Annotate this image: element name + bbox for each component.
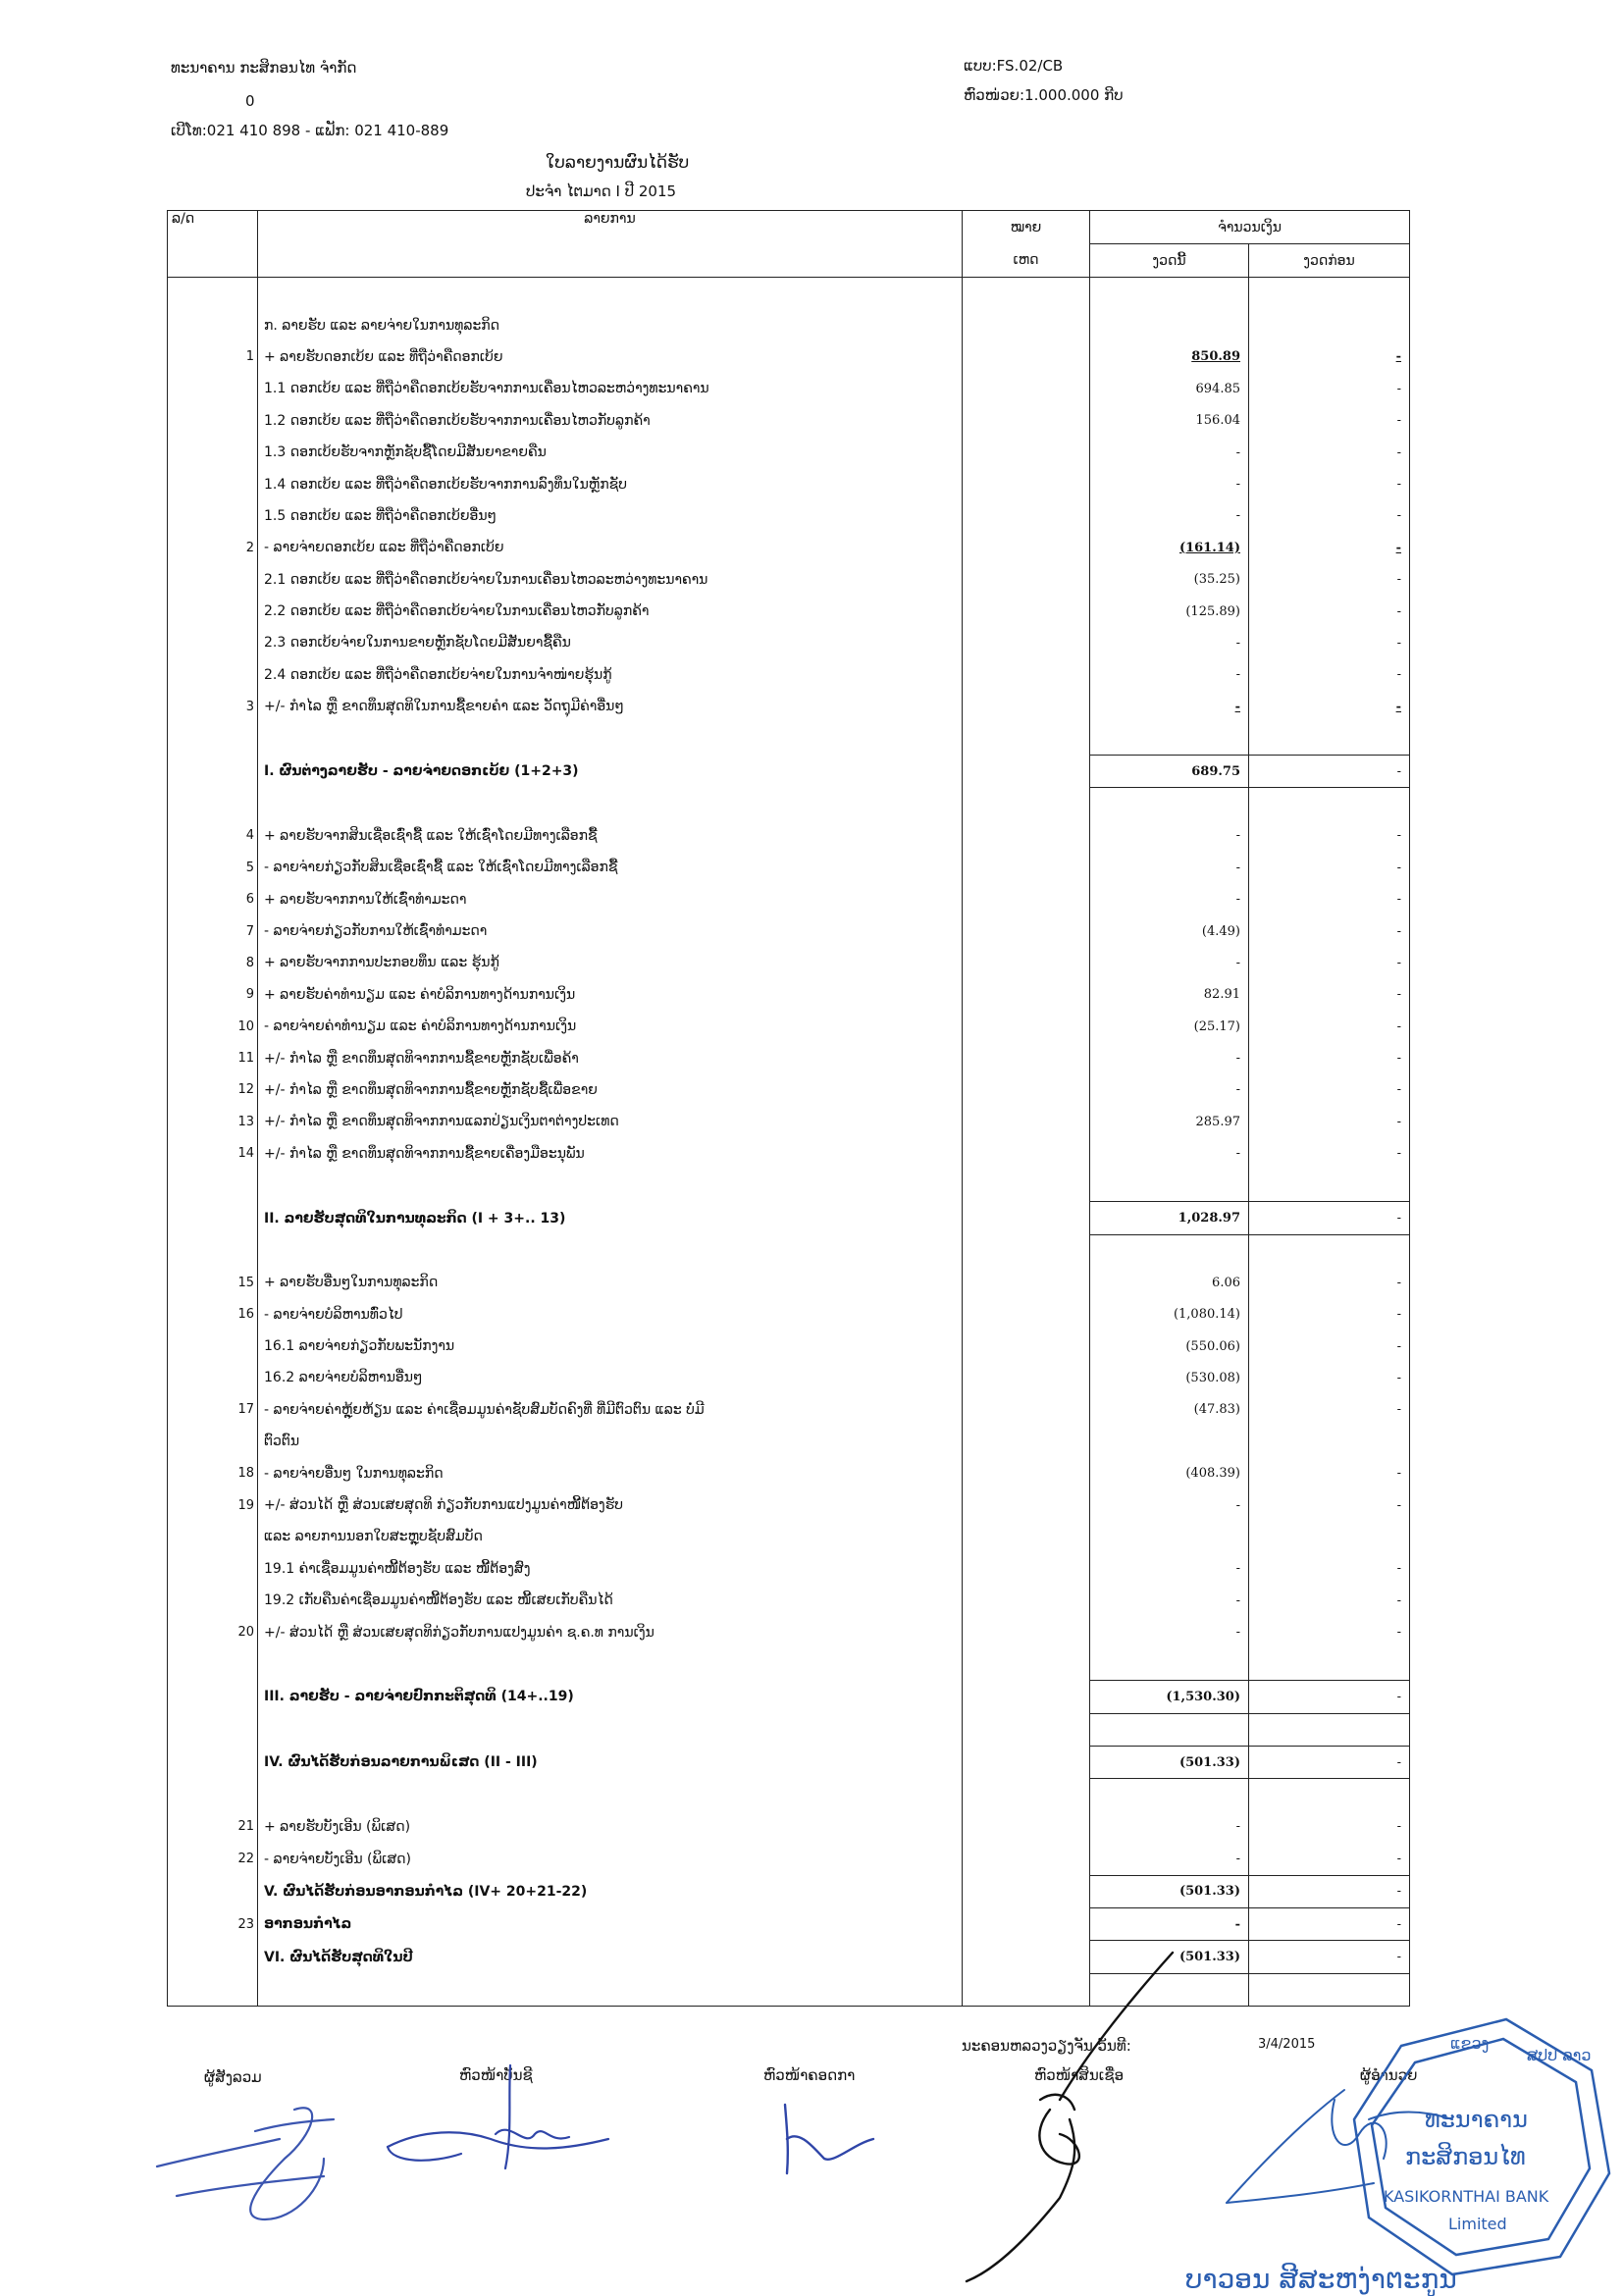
row-current-amount: - xyxy=(1090,1042,1249,1073)
row-current-amount: 850.89 xyxy=(1090,341,1249,373)
row-description: III. ລາຍຮັບ - ລາຍຈ່າຍປົກກະຕິສຸດທິ (14+..19) xyxy=(258,1681,963,1713)
row-description: + ລາຍຮັບອື່ນໆໃນການທຸລະກິດ xyxy=(258,1267,963,1298)
row-current-amount: (501.33) xyxy=(1090,1941,1249,1973)
row-description: 2.2 ດອກເບ້ຍ ແລະ ທີ່ຖືວ່າຄືດອກເບ້ຍຈ່າຍໃນການເຄື່ອນໄຫວກັບລູກຄ້າ xyxy=(258,596,963,627)
row-previous-amount: - xyxy=(1249,1106,1410,1137)
row-description: 1.2 ດອກເບ້ຍ ແລະ ທີ່ຖືວ່າຄືດອກເບ້ຍຮັບຈາກການເຄື່ອນໄຫວກັບລູກຄ້າ xyxy=(258,405,963,437)
row-number: 9 xyxy=(168,979,258,1011)
row-description: ອາກອນກຳໄລ xyxy=(258,1907,963,1940)
row-previous-amount: - xyxy=(1249,1202,1410,1234)
row-description: 19.1 ຄ່າເຊື່ອມມູນຄ່າໜີ້ຕ້ອງຮັບ ແລະ ໜີ້ຕ້ອງສົງ xyxy=(258,1553,963,1585)
signature-prepared-by xyxy=(157,2108,334,2219)
row-number: 8 xyxy=(168,947,258,978)
row-number: 15 xyxy=(168,1267,258,1298)
row-current-amount: - xyxy=(1090,820,1249,852)
form-code: ແບບ:FS.02/CB xyxy=(964,57,1064,75)
row-previous-amount: - xyxy=(1249,1553,1410,1585)
row-previous-amount: - xyxy=(1249,820,1410,852)
row-description: + ລາຍຮັບຄ່າທຳນຽມ ແລະ ຄ່າບໍລິການທາງດ້ານການເງິນ xyxy=(258,979,963,1011)
row-current-amount: - xyxy=(1090,659,1249,691)
signer-director: ຜູ້ອຳນວຍ xyxy=(1360,2066,1418,2084)
row-description: 1.5 ດອກເບ້ຍ ແລະ ທີ່ຖືວ່າຄືດອກເບ້ຍອື່ນໆ xyxy=(258,500,963,532)
col-header-current: ງວດນີ້ xyxy=(1090,244,1249,278)
row-current-amount: (1,080.14) xyxy=(1090,1299,1249,1331)
row-description: +/- ກຳໄລ ຫຼື ຂາດທຶນສຸດທິໃນການຊື້ຂາຍຄຳ ແລະ ວັດຖຸມີຄ່າອື່ນໆ xyxy=(258,691,963,722)
row-current-amount: - xyxy=(1090,1907,1249,1940)
row-current-amount: (501.33) xyxy=(1090,1746,1249,1778)
row-number: 21 xyxy=(168,1811,258,1843)
stamp-lao-top-text: ທະນາຄານ xyxy=(1425,2106,1528,2133)
row-current-amount: (161.14) xyxy=(1090,532,1249,563)
row-description: - ລາຍຈ່າຍອື່ນໆ ໃນການທຸລະກິດ xyxy=(258,1457,963,1488)
row-previous-amount: - xyxy=(1249,1843,1410,1875)
row-number: 22 xyxy=(168,1843,258,1875)
row-previous-amount: - xyxy=(1249,1681,1410,1713)
signature-head-credit xyxy=(967,1953,1173,2281)
row-description: - ລາຍຈ່າຍຄ່າທຳນຽມ ແລະ ຄ່າບໍລິການທາງດ້ານການເງິນ xyxy=(258,1011,963,1042)
row-current-amount: - xyxy=(1090,691,1249,722)
row-number: 1 xyxy=(168,341,258,373)
row-description: - ລາຍຈ່າຍຄ່າຫຼຸ້ຍຫ້ຽນ ແລະ ຄ່າເຊື່ອມມູນຄ່າຊັບສົມບັດຄົງທີ່ ທີ່ມີຕົວຕົນ ແລະ ບໍ່ມີ xyxy=(258,1394,963,1426)
row-previous-amount: - xyxy=(1249,1074,1410,1106)
row-description: +/- ກຳໄລ ຫຼື ຂາດທຶນສຸດທິຈາກການຊື້ຂາຍຫຼັກຊັບເພື່ອຄ້າ xyxy=(258,1042,963,1073)
row-number: 12 xyxy=(168,1074,258,1106)
row-previous-amount: - xyxy=(1249,1331,1410,1362)
row-previous-amount: - xyxy=(1249,596,1410,627)
phone-fax: ເບີໂທ:021 410 898 - ແຟັກ: 021 410-889 xyxy=(171,122,449,139)
row-current-amount: - xyxy=(1090,1843,1249,1875)
row-current-amount: - xyxy=(1090,1138,1249,1170)
row-previous-amount: - xyxy=(1249,1489,1410,1521)
row-current-amount: 82.91 xyxy=(1090,979,1249,1011)
row-current-amount: (1,530.30) xyxy=(1090,1681,1249,1713)
row-previous-amount: - xyxy=(1249,1907,1410,1940)
zero-value: 0 xyxy=(245,92,255,110)
row-description: 16.1 ລາຍຈ່າຍກ່ຽວກັບພະນັກງານ xyxy=(258,1331,963,1362)
row-current-amount: - xyxy=(1090,1811,1249,1843)
row-previous-amount: - xyxy=(1249,1811,1410,1843)
row-current-amount: - xyxy=(1090,883,1249,914)
row-description: VI. ຜົນໄດ້ຮັບສຸດທິໃນປີ xyxy=(258,1941,963,1973)
row-current-amount: - xyxy=(1090,947,1249,978)
row-previous-amount: - xyxy=(1249,1616,1410,1647)
row-number: 2 xyxy=(168,532,258,563)
row-previous-amount: - xyxy=(1249,468,1410,499)
stamp-en1-text: KASIKORNTHAI BANK xyxy=(1384,2187,1549,2206)
row-number: 7 xyxy=(168,915,258,947)
row-current-amount: - xyxy=(1090,1585,1249,1616)
row-current-amount: (550.06) xyxy=(1090,1331,1249,1362)
stamp-lao-mid-text: ກະສິກອນໄທ xyxy=(1405,2143,1526,2170)
row-previous-amount: - xyxy=(1249,659,1410,691)
row-previous-amount: - xyxy=(1249,1362,1410,1393)
row-description: 19.2 ເກັບຄືນຄ່າເຊື່ອມມູນຄ່າໜີ້ຕ້ອງຮັບ ແລະ ໜີ້ເສຍເກັບຄືນໄດ້ xyxy=(258,1585,963,1616)
row-previous-amount: - xyxy=(1249,755,1410,787)
row-current-amount: 6.06 xyxy=(1090,1267,1249,1298)
row-number: 18 xyxy=(168,1457,258,1488)
signature-head-treasury xyxy=(785,2105,873,2173)
row-description: +/- ກຳໄລ ຫຼື ຂາດທຶນສຸດທິຈາກການຊື້ຂາຍເຄື່ອງມືອະນຸພັນ xyxy=(258,1138,963,1170)
row-description: 2.1 ດອກເບ້ຍ ແລະ ທີ່ຖືວ່າຄືດອກເບ້ຍຈ່າຍໃນການເຄື່ອນໄຫວລະຫວ່າງທະນາຄານ xyxy=(258,564,963,596)
row-previous-amount: - xyxy=(1249,915,1410,947)
col-header-amount: ຈຳນວນເງິນ xyxy=(1090,211,1410,244)
signature-head-accounting xyxy=(388,2065,608,2168)
signer-head-credit: ຫົວໜ້າສິນເຊື່ອ xyxy=(1034,2066,1125,2084)
row-description: I. ຜົນຕ່າງລາຍຮັບ - ລາຍຈ່າຍດອກເບ້ຍ (1+2+3) xyxy=(258,755,963,787)
row-previous-amount: - xyxy=(1249,627,1410,658)
row-number: 17 xyxy=(168,1394,258,1426)
row-description: 1.3 ດອກເບ້ຍຮັບຈາກຫຼັກຊັບຊື້ໂດຍມີສັນຍາຂາຍຄືນ xyxy=(258,437,963,468)
row-number: 16 xyxy=(168,1299,258,1331)
col-header-item: ລາຍການ xyxy=(258,211,963,278)
row-description: 1.1 ດອກເບ້ຍ ແລະ ທີ່ຖືວ່າຄືດອກເບ້ຍຮັບຈາກການເຄື່ອນໄຫວລະຫວ່າງທະນາຄານ xyxy=(258,373,963,404)
row-current-amount: (25.17) xyxy=(1090,1011,1249,1042)
row-description: + ລາຍຮັບຈາກການໃຫ້ເຊົ່າທຳມະດາ xyxy=(258,883,963,914)
row-current-amount: (47.83) xyxy=(1090,1394,1249,1426)
row-current-amount: (501.33) xyxy=(1090,1875,1249,1907)
row-previous-amount: - xyxy=(1249,947,1410,978)
row-number: 3 xyxy=(168,691,258,722)
row-current-amount: 1,028.97 xyxy=(1090,1202,1249,1234)
row-previous-amount: - xyxy=(1249,405,1410,437)
col-header-note-bottom: ເຫດ xyxy=(963,244,1090,278)
row-description: II. ລາຍຮັບສຸດທິໃນການທຸລະກິດ (I + 3+.. 13) xyxy=(258,1202,963,1234)
row-description: - ລາຍຈ່າຍບໍລິຫານທົ່ວໄປ xyxy=(258,1299,963,1331)
signer-prepared-by: ຜູ້ສັງລວມ xyxy=(204,2068,262,2086)
row-description: IV. ຜົນໄດ້ຮັບກ່ອນລາຍການພິເສດ (II - III) xyxy=(258,1746,963,1778)
row-current-amount: - xyxy=(1090,1489,1249,1521)
row-current-amount: 285.97 xyxy=(1090,1106,1249,1137)
row-current-amount: (408.39) xyxy=(1090,1457,1249,1488)
row-current-amount: - xyxy=(1090,437,1249,468)
signer-head-treasury: ຫົວໜ້າຄອດກາ xyxy=(763,2066,856,2084)
row-current-amount: - xyxy=(1090,1074,1249,1106)
row-description: - ລາຍຈ່າຍດອກເບ້ຍ ແລະ ທີ່ຖືວ່າຄືດອກເບ້ຍ xyxy=(258,532,963,563)
row-current-amount: (125.89) xyxy=(1090,596,1249,627)
row-previous-amount: - xyxy=(1249,1267,1410,1298)
row-number: 13 xyxy=(168,1106,258,1137)
row-number: 19 xyxy=(168,1489,258,1521)
signer-head-accounting: ຫົວໜ້າບັນຊີ xyxy=(459,2066,533,2084)
row-number: 11 xyxy=(168,1042,258,1073)
row-description: 2.3 ດອກເບ້ຍຈ່າຍໃນການຂາຍຫຼັກຊັບໂດຍມີສັນຍາຊື້ຄືນ xyxy=(258,627,963,658)
row-description: - ລາຍຈ່າຍບັງເອີນ (ພິເສດ) xyxy=(258,1843,963,1875)
place-date-label: ນະຄອນຫລວງວຽງຈັນ ວັນທີ: xyxy=(962,2037,1131,2055)
row-number: 6 xyxy=(168,883,258,914)
page-title: ໃບລາຍງານຜົນໄດ້ຮັບ xyxy=(546,153,690,173)
row-description: +/- ກຳໄລ ຫຼື ຂາດທຶນສຸດທິຈາກການຊື້ຂາຍຫຼັກຊັບຊື້ເພື່ອຂາຍ xyxy=(258,1074,963,1106)
stamp-country-text: ສປປ ລາວ xyxy=(1527,2046,1592,2064)
row-number: 14 xyxy=(168,1138,258,1170)
unit-label: ຫົວໜ່ວຍ:1.000.000 ກີບ xyxy=(964,86,1124,104)
row-number: 10 xyxy=(168,1011,258,1042)
row-previous-amount: - xyxy=(1249,1042,1410,1073)
row-description: - ລາຍຈ່າຍກ່ຽວກັບສິນເຊື່ອເຊົ່າຊື້ ແລະ ໃຫ້ເຊົ່າໂດຍມີທາງເລືອກຊື້ xyxy=(258,852,963,883)
row-previous-amount: - xyxy=(1249,979,1410,1011)
row-description: +/- ສ່ວນໄດ້ ຫຼື ສ່ວນເສຍສຸດທິ ກ່ຽວກັບການແປງມູນຄ່າໜີ້ຕ້ອງຮັບ xyxy=(258,1489,963,1521)
row-previous-amount: - xyxy=(1249,691,1410,722)
row-current-amount: - xyxy=(1090,627,1249,658)
stamp-name-bottom-text: ບາວອນ ສີສະຫງ່າຕະກູນ xyxy=(1185,2263,1457,2295)
row-previous-amount: - xyxy=(1249,564,1410,596)
row-previous-amount: - xyxy=(1249,1875,1410,1907)
row-description: ຕົວຕົນ xyxy=(258,1426,963,1457)
row-previous-amount: - xyxy=(1249,883,1410,914)
row-description: +/- ກຳໄລ ຫຼື ຂາດທຶນສຸດທິຈາກການແລກປ່ຽນເງິນຕາຕ່າງປະເທດ xyxy=(258,1106,963,1137)
stamp-branch-text: ແຂວງ xyxy=(1450,2034,1490,2053)
row-description: + ລາຍຮັບຈາກສິນເຊື່ອເຊົ່າຊື້ ແລະ ໃຫ້ເຊົ່າໂດຍມີທາງເລືອກຊື້ xyxy=(258,820,963,852)
bank-name: ທະນາຄານ ກະສິກອນໄທ ຈຳກັດ xyxy=(171,59,357,77)
row-current-amount: 689.75 xyxy=(1090,755,1249,787)
row-current-amount: - xyxy=(1090,1553,1249,1585)
stamp-en2-text: Limited xyxy=(1448,2215,1507,2233)
row-previous-amount: - xyxy=(1249,437,1410,468)
row-description: + ລາຍຮັບຈາກການປະກອບທຶນ ແລະ ຮຸ້ນກູ້ xyxy=(258,947,963,978)
row-previous-amount: - xyxy=(1249,341,1410,373)
row-description: + ລາຍຮັບບັງເອີນ (ພິເສດ) xyxy=(258,1811,963,1843)
row-description: 2.4 ດອກເບ້ຍ ແລະ ທີ່ຖືວ່າຄືດອກເບ້ຍຈ່າຍໃນການຈຳໜ່າຍຮຸ້ນກູ້ xyxy=(258,659,963,691)
row-current-amount: - xyxy=(1090,1616,1249,1647)
row-description: + ລາຍຮັບດອກເບ້ຍ ແລະ ທີ່ຖືວ່າຄືດອກເບ້ຍ xyxy=(258,341,963,373)
row-previous-amount: - xyxy=(1249,1011,1410,1042)
row-description: +/- ສ່ວນໄດ້ ຫຼື ສ່ວນເສຍສຸດທິກ່ຽວກັບການແປງມູນຄ່າ ຊ.ຄ.ທ ການເງິນ xyxy=(258,1616,963,1647)
row-previous-amount: - xyxy=(1249,1746,1410,1778)
row-current-amount: - xyxy=(1090,500,1249,532)
row-description: 1.4 ດອກເບ້ຍ ແລະ ທີ່ຖືວ່າຄືດອກເບ້ຍຮັບຈາກການລົງທຶນໃນຫຼັກຊັບ xyxy=(258,468,963,499)
row-current-amount: - xyxy=(1090,852,1249,883)
row-previous-amount: - xyxy=(1249,373,1410,404)
row-previous-amount: - xyxy=(1249,532,1410,563)
row-number: 23 xyxy=(168,1907,258,1940)
row-description: 16.2 ລາຍຈ່າຍບໍລິຫານອື່ນໆ xyxy=(258,1362,963,1393)
row-previous-amount: - xyxy=(1249,1299,1410,1331)
row-previous-amount: - xyxy=(1249,852,1410,883)
row-number: 5 xyxy=(168,852,258,883)
report-date: 3/4/2015 xyxy=(1258,2037,1316,2052)
row-current-amount: (4.49) xyxy=(1090,915,1249,947)
row-previous-amount: - xyxy=(1249,500,1410,532)
row-current-amount: - xyxy=(1090,468,1249,499)
row-current-amount: 694.85 xyxy=(1090,373,1249,404)
row-previous-amount: - xyxy=(1249,1941,1410,1973)
row-current-amount: 156.04 xyxy=(1090,405,1249,437)
row-number: 4 xyxy=(168,820,258,852)
row-number: 20 xyxy=(168,1616,258,1647)
col-header-previous: ງວດກ່ອນ xyxy=(1249,244,1410,278)
row-description: ກ. ລາຍຮັບ ແລະ ລາຍຈ່າຍໃນການທຸລະກິດ xyxy=(258,309,963,340)
row-current-amount: (530.08) xyxy=(1090,1362,1249,1393)
bank-stamp xyxy=(1185,2019,1609,2296)
row-description: - ລາຍຈ່າຍກ່ຽວກັບການໃຫ້ເຊົ່າທຳມະດາ xyxy=(258,915,963,947)
row-previous-amount: - xyxy=(1249,1585,1410,1616)
row-previous-amount: - xyxy=(1249,1457,1410,1488)
report-period: ປະຈຳ ໄຕມາດ I ປີ 2015 xyxy=(526,183,677,200)
col-header-note-top: ໝາຍ xyxy=(963,211,1090,244)
row-description: ແລະ ລາຍການນອກໃບສະຫຼຸບຊັບສົມບັດ xyxy=(258,1521,963,1552)
row-description: V. ຜົນໄດ້ຮັບກ່ອນອາກອນກຳໄລ (IV+ 20+21-22) xyxy=(258,1875,963,1907)
row-previous-amount: - xyxy=(1249,1394,1410,1426)
row-previous-amount: - xyxy=(1249,1138,1410,1170)
row-current-amount: (35.25) xyxy=(1090,564,1249,596)
col-header-no: ລ/ດ xyxy=(168,211,258,278)
